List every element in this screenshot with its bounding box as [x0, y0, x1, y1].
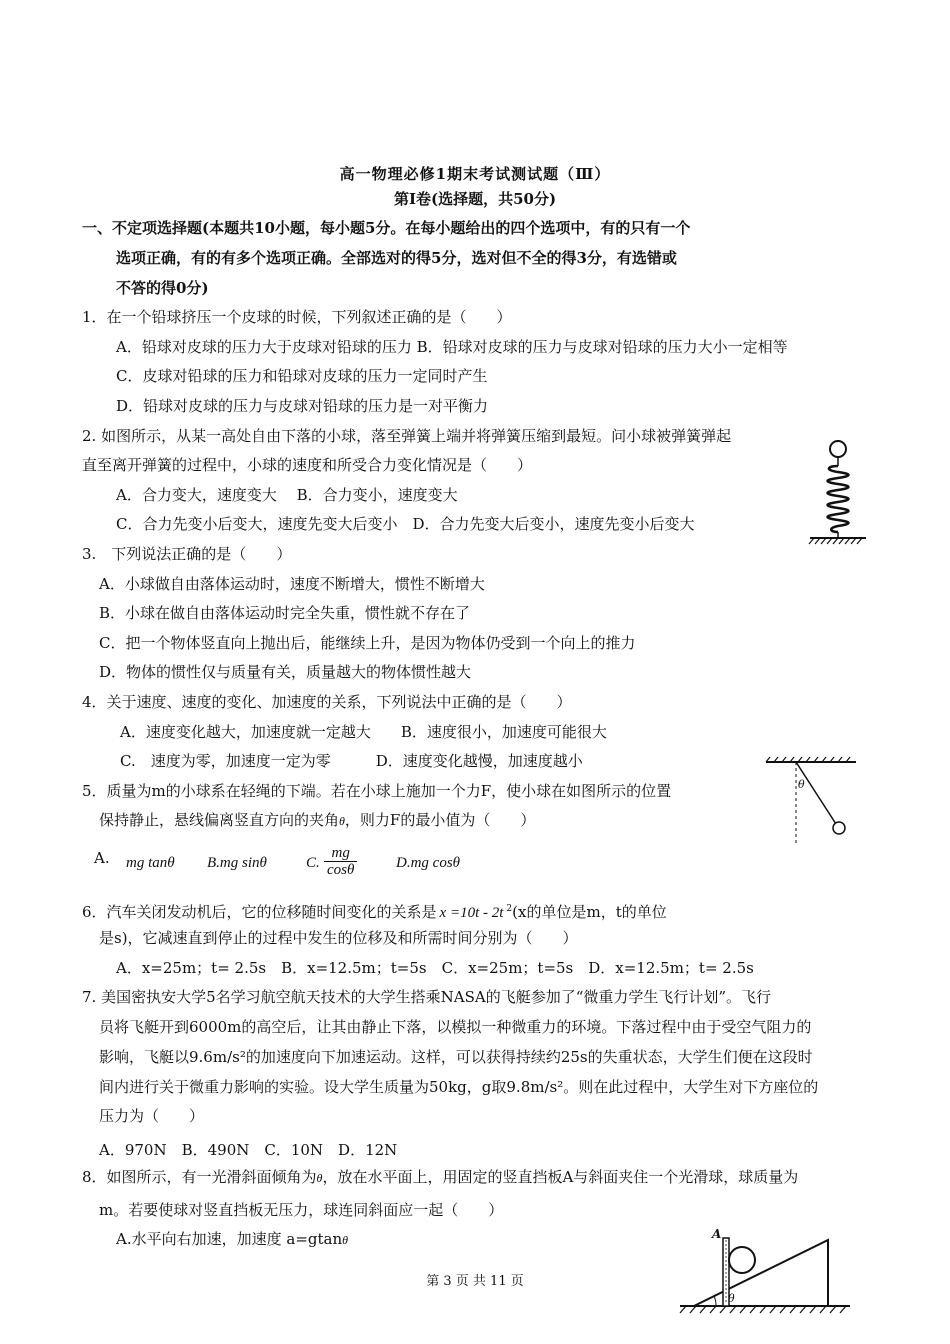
q5-theta-symbol: θ: [339, 814, 345, 828]
q6-options: A．x=25m；t= 2.5s B．x=12.5m；t=5s C．x=25m；t=5s D．x=12.5m；t= 2.5s: [116, 959, 754, 977]
q2-option-cd: C．合力先变小后变大，速度先变大后变小 D．合力先变大后变小，速度先变小后变大: [116, 515, 695, 533]
incline-plate-label: A: [712, 1227, 722, 1241]
q2-stem-line-2: 直至离开弹簧的过程中，小球的速度和所受合力变化情况是（ ）: [82, 456, 533, 474]
q3-option-c: C．把一个物体竖直向上抛出后，能继续上升，是因为物体仍受到一个向上的推力: [99, 634, 636, 652]
q3-option-b: B．小球在做自由落体运动时完全失重，惯性就不存在了: [99, 604, 471, 622]
q5-option-c-denominator: cosθ: [327, 862, 355, 878]
pendulum-figure: [760, 756, 860, 846]
spring-ball-figure: [800, 436, 880, 556]
part-heading-line-2: 选项正确，有的有多个选项正确。全部选对的得5分，选对但不全的得3分，有选错或: [116, 249, 677, 267]
q5-option-c-label: C.: [306, 855, 320, 871]
q3-option-a: A．小球做自由落体运动时，速度不断增大，惯性不断增大: [99, 575, 485, 593]
part-heading-line-1: 一、不定项选择题(本题共10小题，每小题5分。在每小题给出的四个选项中，有的只有一个: [82, 219, 691, 237]
q7-stem-line-3: 影响，飞艇以9.6m/s²的加速度向下加速运动。这样，可以获得持续约25s的失重状态，大学生们便在这段时: [99, 1048, 813, 1066]
q5-option-a: mg tanθ: [126, 855, 175, 871]
q8-option-a: [116, 1229, 348, 1250]
q6-formula-exponent: 2: [506, 904, 513, 914]
q7-stem-line-1: 7. 美国密执安大学5名学习航空航天技术的大学生搭乘NASA的飞艇参加了“微重力学生飞行计划”。飞行: [82, 988, 772, 1006]
incline-theta-label: θ: [728, 1292, 735, 1305]
q7-options: A．970N B．490N C．10N D．12N: [99, 1141, 398, 1159]
q8-stem-line-2: m。若要使球对竖直挡板无压力，球连同斜面应一起（ ）: [99, 1201, 504, 1219]
page-footer: 第 3 页 共 11 页: [426, 1274, 524, 1289]
q1-option-ab: A．铅球对皮球的压力大于皮球对铅球的压力 B．铅球对皮球的压力与皮球对铅球的压力大小一定相等: [116, 338, 788, 356]
q5-stem-part-b: ，则力F的最小值为（ ）: [344, 811, 536, 829]
q5-stem-line-2: [99, 810, 535, 831]
q2-stem-line-1: 2. 如图所示，从某一高处自由下落的小球，落至弹簧上端并将弹簧压缩到最短。问小球被弹簧弹起: [82, 427, 732, 445]
pendulum-theta-label: θ: [798, 778, 805, 791]
part-heading-line-3: 不答的得0分): [116, 279, 209, 297]
q6-stem-part-b: (x的单位是m，t的单位: [512, 903, 667, 921]
q5-option-a-label: A.: [94, 849, 110, 867]
q8-theta-symbol: θ: [316, 1171, 323, 1185]
q1-stem: 1．在一个铅球挤压一个皮球的时候，下列叙述正确的是（ ）: [82, 308, 512, 326]
q1-option-c: C．皮球对铅球的压力和铅球对皮球的压力一定同时产生: [116, 367, 488, 385]
q3-stem: 3. 下列说法正确的是（ ）: [82, 545, 292, 563]
q7-stem-line-4: 间内进行关于微重力影响的实验。设大学生质量为50kg，g取9.8m/s²。则在此过程中，大学生对下方座位的: [99, 1078, 819, 1096]
q6-formula: x =10t - 2t: [439, 905, 504, 921]
exam-title: 高一物理必修1期末考试测试题（Ⅲ）: [339, 165, 611, 183]
q8-stem-part-a: 8．如图所示，有一光滑斜面倾角为: [82, 1168, 317, 1186]
q5-option-d: D.mg cosθ: [396, 855, 461, 871]
q5-option-b: B.mg sinθ: [207, 855, 267, 871]
q4-option-cd: C. 速度为零，加速度一定为零 D．速度变化越慢，加速度越小: [120, 752, 583, 770]
q6-stem-part-a: 6．汽车关闭发动机后，它的位移随时间变化的关系是: [82, 903, 437, 921]
q8-option-a-text: A.水平向右加速，加速度 a=gtan: [116, 1230, 343, 1248]
q6-stem-line-1: [82, 899, 667, 923]
q8-stem-line-1: [82, 1167, 798, 1188]
q6-stem-line-2: 是s)，它减速直到停止的过程中发生的位移及和所需时间分别为（ ）: [99, 929, 578, 947]
q8-stem-part-b: ，放在水平面上，用固定的竖直挡板A与斜面夹住一个光滑球，球质量为: [322, 1168, 799, 1186]
section-title: 第Ⅰ卷(选择题，共50分): [393, 190, 557, 208]
q2-option-ab: A．合力变大，速度变大 B．合力变小，速度变大: [116, 486, 458, 504]
q3-option-d: D．物体的惯性仅与质量有关，质量越大的物体惯性越大: [99, 663, 472, 681]
q5-option-c-numerator: mg: [324, 845, 357, 862]
q5-option-c-fraction: [324, 845, 357, 878]
q5-stem-part-a: 保持静止，悬线偏离竖直方向的夹角: [99, 811, 340, 829]
q7-stem-line-5: 压力为（ ）: [99, 1107, 205, 1125]
q1-option-d: D．铅球对皮球的压力与皮球对铅球的压力是一对平衡力: [116, 397, 489, 415]
q8-option-a-theta: θ: [342, 1233, 349, 1247]
q7-stem-line-2: 员将飞艇开到6000m的高空后，让其由静止下落，以模拟一种微重力的环境。下落过程中由于受空气阻力的: [99, 1018, 812, 1036]
q4-option-ab: A．速度变化越大，加速度就一定越大 B．速度很小，加速度可能很大: [120, 723, 607, 741]
q4-stem: 4．关于速度、速度的变化、加速度的关系，下列说法中正确的是（ ）: [82, 693, 572, 711]
q5-stem-line-1: 5．质量为m的小球系在轻绳的下端。若在小球上施加一个力F，使小球在如图所示的位置: [82, 782, 672, 800]
